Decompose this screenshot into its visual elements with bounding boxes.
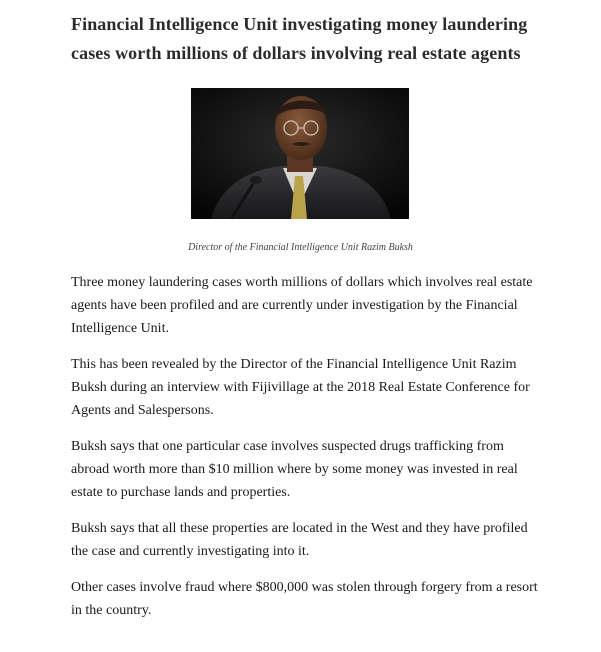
article-headline: Financial Intelligence Unit investigating money laundering cases worth millions of dollars involving real estate agents [71, 14, 528, 63]
portrait-image [191, 88, 409, 219]
article-paragraph: Buksh says that one particular case involves suspected drugs trafficking from abroad worth more than $10 million where by some money was invested in real estate to purchase lands and properties. [71, 439, 518, 500]
article-body [71, 271, 541, 635]
article-paragraph: Buksh says that all these properties are located in the West and they have profiled the case and currently investigating into it. [71, 521, 528, 559]
article-paragraph: This has been revealed by the Director of the Financial Intelligence Unit Razim Buksh during an interview with Fijivillage at the 2018 Real Estate Conference for Agents and Salespersons. [71, 357, 530, 418]
article [71, 0, 541, 68]
article-photo [191, 88, 409, 219]
article-paragraph: Three money laundering cases worth millions of dollars which involves real estate agents have been profiled and are currently under investigation by the Financial Intelligence Unit. [71, 275, 533, 336]
article-paragraph: Other cases involve fraud where $800,000 was stolen through forgery from a resort in the country. [71, 580, 538, 618]
photo-caption: Director of the Financial Intelligence Unit Razim Buksh [188, 242, 413, 253]
